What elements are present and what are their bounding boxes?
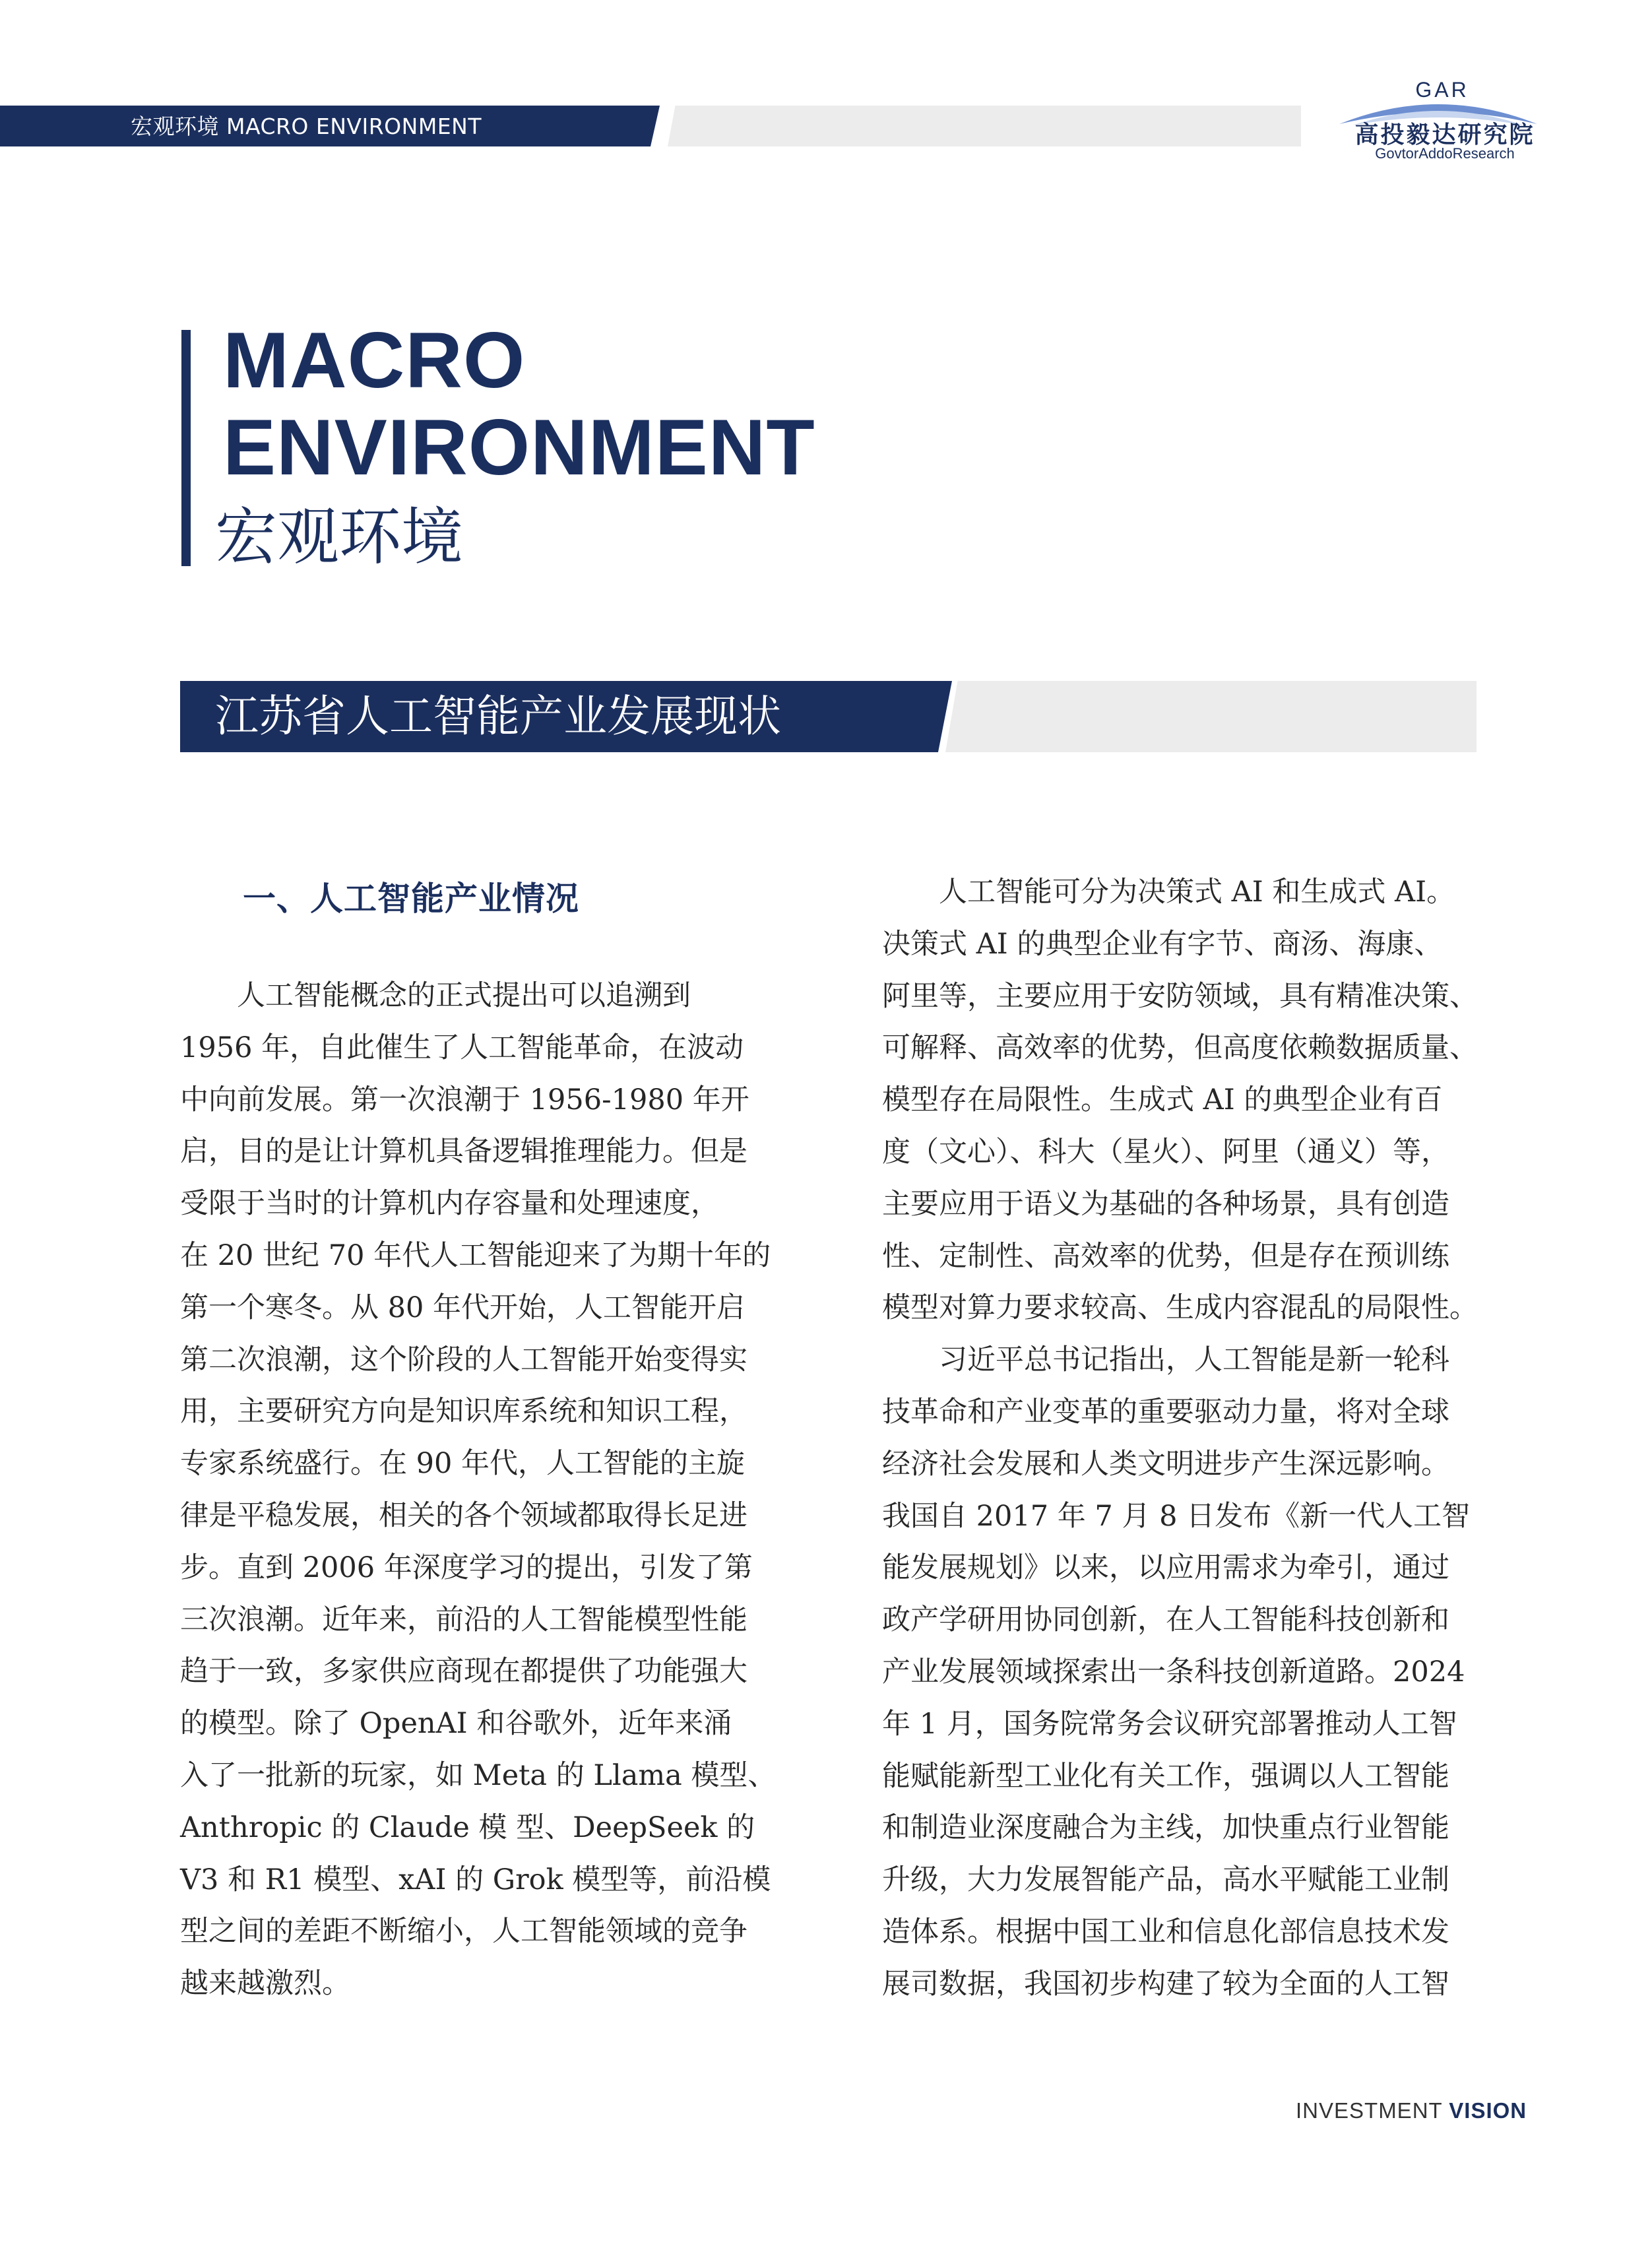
body-line: 三次浪潮。近年来，前沿的人工智能模型性能: [180, 1603, 747, 1636]
body-line: Anthropic 的 Claude 模 型、DeepSeek 的: [180, 1811, 755, 1844]
section-banner-title: 江苏省人工智能产业发展现状: [215, 691, 781, 742]
section-subheading: 一、人工智能产业情况: [243, 880, 579, 918]
body-line: 阿里等，主要应用于安防领域，具有精准决策、: [882, 979, 1478, 1013]
body-line: 用，主要研究方向是知识库系统和知识工程，: [180, 1395, 747, 1429]
body-line: 第二次浪潮，这个阶段的人工智能开始变得实: [180, 1343, 747, 1376]
body-line: 中向前发展。第一次浪潮于 1956-1980 年开: [180, 1083, 749, 1116]
body-line: 律是平稳发展，相关的各个领域都取得长足进: [180, 1498, 747, 1532]
body-line: 度（文心）、科大（星火）、阿里（通义）等，: [882, 1135, 1449, 1169]
body-line: 造体系。根据中国工业和信息化部信息技术发: [882, 1915, 1449, 1948]
body-line: 性、定制性、高效率的优势，但是存在预训练: [882, 1239, 1449, 1273]
footer-word-vision: VISION: [1449, 2098, 1527, 2123]
body-line: 步。直到 2006 年深度学习的提出，引发了第: [180, 1551, 753, 1584]
page-title-en-line1: MACRO: [223, 316, 526, 404]
body-line: 可解释、高效率的优势，但高度依赖数据质量、: [882, 1031, 1478, 1065]
body-line: 和制造业深度融合为主线，加快重点行业智能: [882, 1811, 1449, 1845]
body-line: 人工智能概念的正式提出可以追溯到: [180, 979, 691, 1012]
body-column-left: [180, 970, 777, 2010]
title-rule: [181, 330, 191, 566]
body-line: 的模型。除了 OpenAI 和谷歌外，近年来涌: [180, 1707, 732, 1741]
body-line: 升级，大力发展智能产品，高水平赋能工业制: [882, 1863, 1449, 1897]
body-line: 能赋能新型工业化有关工作，强调以人工智能: [882, 1759, 1449, 1793]
body-line: 年 1 月，国务院常务会议研究部署推动人工智: [882, 1707, 1457, 1741]
logo-name-cn: 高投毅达研究院: [1354, 121, 1535, 148]
page-title-en-line2: ENVIRONMENT: [223, 403, 815, 492]
body-line: 模型存在局限性。生成式 AI 的典型企业有百: [882, 1083, 1443, 1117]
body-line: 1956 年，自此催生了人工智能革命，在波动: [180, 1031, 744, 1064]
page-title-cn: 宏观环境: [215, 501, 464, 573]
body-line: 主要应用于语义为基础的各种场景，具有创造: [882, 1187, 1449, 1221]
footer-word-investment: INVESTMENT: [1296, 2098, 1449, 2123]
page-title-en: [223, 317, 949, 491]
header-band-gray: [668, 106, 1301, 146]
body-line: V3 和 R1 模型、xAI 的 Grok 模型等，前沿模: [180, 1863, 771, 1896]
body-line: 越来越激烈。: [180, 1967, 350, 2001]
body-line: 习近平总书记指出，人工智能是新一轮科: [882, 1343, 1449, 1377]
body-line: 在 20 世纪 70 年代人工智能迎来了为期十年的: [180, 1239, 771, 1272]
body-line: 决策式 AI 的典型企业有字节、商汤、海康、: [882, 927, 1443, 961]
body-line: 模型对算力要求较高、生成内容混乱的局限性。: [882, 1291, 1478, 1325]
body-line: 专家系统盛行。在 90 年代，人工智能的主旋: [180, 1447, 746, 1481]
logo-name-en: GovtorAddoResearch: [1375, 145, 1515, 162]
body-column-right: [882, 866, 1479, 2011]
body-line: 启，目的是让计算机具备逻辑推理能力。但是: [180, 1135, 747, 1169]
body-line: 政产学研用协同创新，在人工智能科技创新和: [882, 1603, 1449, 1637]
body-line: 第一个寒冬。从 80 年代开始，人工智能开启: [180, 1291, 746, 1324]
body-line: 人工智能可分为决策式 AI 和生成式 AI。: [882, 876, 1455, 909]
body-line: 经济社会发展和人类文明进步产生深远影响。: [882, 1447, 1449, 1481]
logo-abbr: GAR: [1415, 78, 1469, 102]
body-line: 我国自 2017 年 7 月 8 日发布《新一代人工智: [882, 1499, 1471, 1533]
body-line: 趋于一致，多家供应商现在都提供了功能强大: [180, 1655, 747, 1689]
section-banner-gray: [945, 681, 1477, 752]
header-section-label: 宏观环境 MACRO ENVIRONMENT: [131, 113, 482, 139]
body-line: 产业发展领域探索出一条科技创新道路。2024: [882, 1655, 1465, 1689]
body-line: 型之间的差距不断缩小，人工智能领域的竞争: [180, 1915, 747, 1948]
body-line: 能发展规划》以来，以应用需求为牵引，通过: [882, 1551, 1449, 1585]
body-line: 技革命和产业变革的重要驱动力量，将对全球: [882, 1395, 1449, 1429]
body-line: 入了一批新的玩家，如 Meta 的 Llama 模型、: [180, 1758, 777, 1792]
footer-brand: [1296, 2098, 1527, 2123]
body-line: 展司数据，我国初步构建了较为全面的人工智: [882, 1967, 1449, 2001]
body-line: 受限于当时的计算机内存容量和处理速度，: [180, 1187, 719, 1221]
